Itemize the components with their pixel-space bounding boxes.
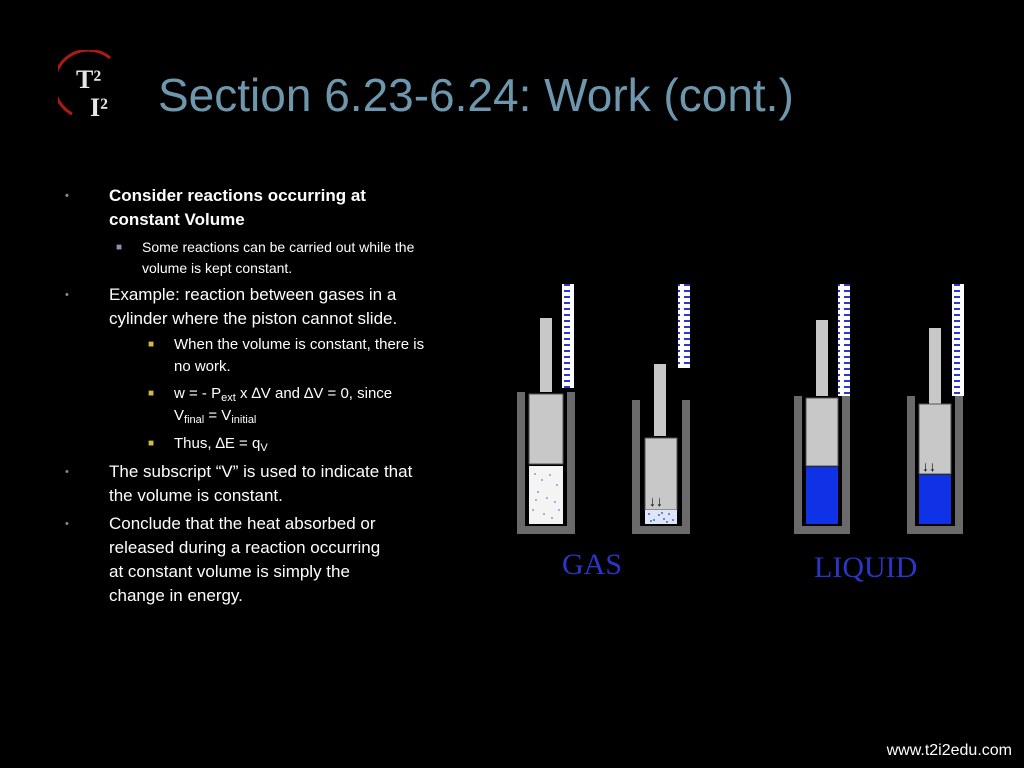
bullet-constant-volume: • Consider reactions occurring at constant Volume	[65, 186, 366, 229]
bullet-dot-icon: •	[65, 190, 69, 202]
piston-diagram	[500, 270, 1000, 600]
square-bullet-icon: ■	[116, 242, 123, 253]
svg-text:↓↓: ↓↓	[922, 458, 936, 474]
gas-cylinder-expanded	[517, 284, 575, 534]
bullet-conclusion: • Conclude that the heat absorbed or released during a reaction occurring at constant volume is simply the change in energy.	[65, 514, 381, 605]
bullet-example: • Example: reaction between gases in a cylinder where the piston cannot slide.	[65, 285, 398, 328]
page-title: Section 6.23-6.24: Work (cont.)	[158, 69, 794, 121]
logo-line1: T²	[76, 65, 102, 94]
liquid-cylinder-left	[794, 284, 850, 534]
subbullet-delta-e: ■ Thus, $\Delta E = q_V$	[148, 435, 268, 454]
square-bullet-icon: ■	[148, 339, 155, 350]
footer-url: www.t2i2edu.com	[886, 742, 1012, 759]
bullet-dot-icon: •	[65, 466, 69, 478]
svg-text:↓↓: ↓↓	[649, 493, 663, 509]
square-bullet-icon: ■	[148, 388, 155, 399]
gas-label: GAS	[562, 548, 623, 581]
bullet-subscript-v: • The subscript “V” is used to indicate that the volume is constant.	[65, 462, 413, 505]
logo	[58, 50, 138, 130]
subbullet-work-equation: ■ w = - $P_{ext}$ x ∆V and ∆V = 0, since $V_{final} = V_{initial}$	[148, 385, 393, 426]
bullet-dot-icon: •	[65, 289, 69, 301]
subbullet-no-work: ■ When the volume is constant, there is no work.	[148, 336, 425, 375]
liquid-cylinder-right	[907, 284, 964, 534]
gas-cylinder-compressed	[632, 284, 690, 534]
liquid-label: LIQUID	[814, 551, 918, 584]
subbullet-kept-constant: ■ Some reactions can be carried out while the volume is kept constant.	[116, 239, 415, 276]
square-bullet-icon: ■	[148, 438, 155, 449]
bullet-dot-icon: •	[65, 518, 69, 530]
logo-line2: I²	[90, 93, 108, 122]
